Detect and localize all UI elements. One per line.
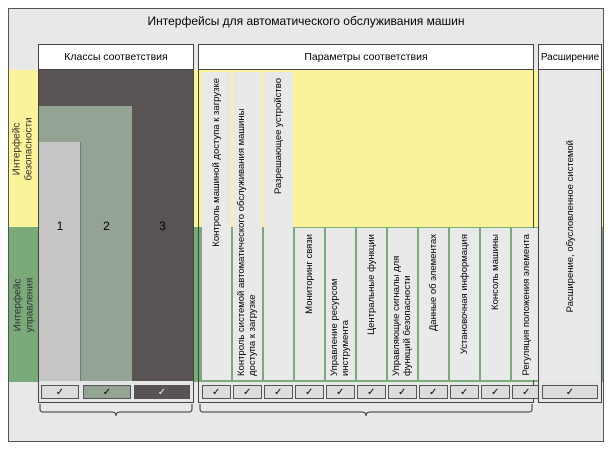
parameter-column: [202, 72, 231, 380]
control-label-cell: [9, 227, 39, 382]
class-1-check[interactable]: ✓: [41, 385, 79, 399]
parameter-label: Управляющие сигналы для функций безопасности: [391, 255, 414, 376]
diagram-title: Интерфейсы для автоматического обслуживания машин: [147, 14, 465, 28]
control-interface-label: Интерфейс управления: [12, 277, 35, 332]
extension-check[interactable]: ✓: [542, 385, 598, 399]
parameter-check[interactable]: ✓: [512, 385, 541, 399]
parameter-column: [295, 228, 324, 380]
parameter-label: Данные об элементах: [427, 234, 439, 332]
parameter-column: [357, 228, 386, 380]
parameter-column: [419, 228, 448, 380]
parameter-label: Разрешающее устройство: [272, 78, 284, 195]
parameters-brace: [200, 404, 532, 416]
parameter-check[interactable]: ✓: [264, 385, 293, 399]
extension-item-label: Расширение, обусловленное системой: [564, 139, 576, 313]
parameter-label: Мониторинг связи: [303, 234, 315, 314]
parameter-label: Центральные функции: [365, 234, 377, 335]
parameter-column: [481, 228, 510, 380]
parameter-column: [264, 72, 293, 380]
parameters-header: Параметры соответствия: [199, 45, 533, 70]
class-2-check[interactable]: ✓: [83, 385, 131, 399]
classes-brace: [40, 404, 192, 416]
extension-panel: [538, 44, 602, 403]
parameter-column: [512, 228, 541, 380]
parameters-panel: [198, 44, 534, 403]
parameter-label: Установочная информация: [458, 234, 470, 355]
brace-lines: [0, 400, 612, 430]
classes-header: Классы соответствия: [39, 45, 193, 70]
parameter-label: Контроль машиной доступа к загрузке: [210, 78, 222, 247]
parameter-check[interactable]: ✓: [481, 385, 510, 399]
extension-column: [542, 72, 598, 380]
parameter-label: Консоль машины: [489, 234, 501, 310]
classes-panel: [38, 44, 194, 403]
class-1-area: [39, 142, 81, 381]
safety-interface-label: Интерфейс безопасности: [12, 116, 36, 181]
parameter-column: [233, 72, 262, 380]
parameter-label: Регуляция положения элемента: [520, 234, 532, 376]
parameter-check[interactable]: ✓: [419, 385, 448, 399]
extension-header: Расширение: [539, 45, 601, 70]
parameter-label: Контроль системой автоматического обслуживания машины доступа к загрузке: [236, 108, 259, 376]
parameter-check[interactable]: ✓: [388, 385, 417, 399]
parameter-column: [450, 228, 479, 380]
parameter-check[interactable]: ✓: [450, 385, 479, 399]
class-1-number: 1: [56, 219, 64, 233]
parameter-check[interactable]: ✓: [202, 385, 231, 399]
parameter-label: Управление ресурсом инструмента: [329, 278, 352, 376]
safety-label-cell: [9, 70, 39, 227]
parameter-check[interactable]: ✓: [357, 385, 386, 399]
parameter-check[interactable]: ✓: [295, 385, 324, 399]
class-2-number: 2: [103, 219, 110, 233]
class-3-number: 3: [159, 219, 166, 233]
parameter-column: [388, 228, 417, 380]
parameter-check[interactable]: ✓: [233, 385, 262, 399]
parameter-check[interactable]: ✓: [326, 385, 355, 399]
parameter-column: [326, 228, 355, 380]
class-3-check[interactable]: ✓: [134, 385, 190, 399]
